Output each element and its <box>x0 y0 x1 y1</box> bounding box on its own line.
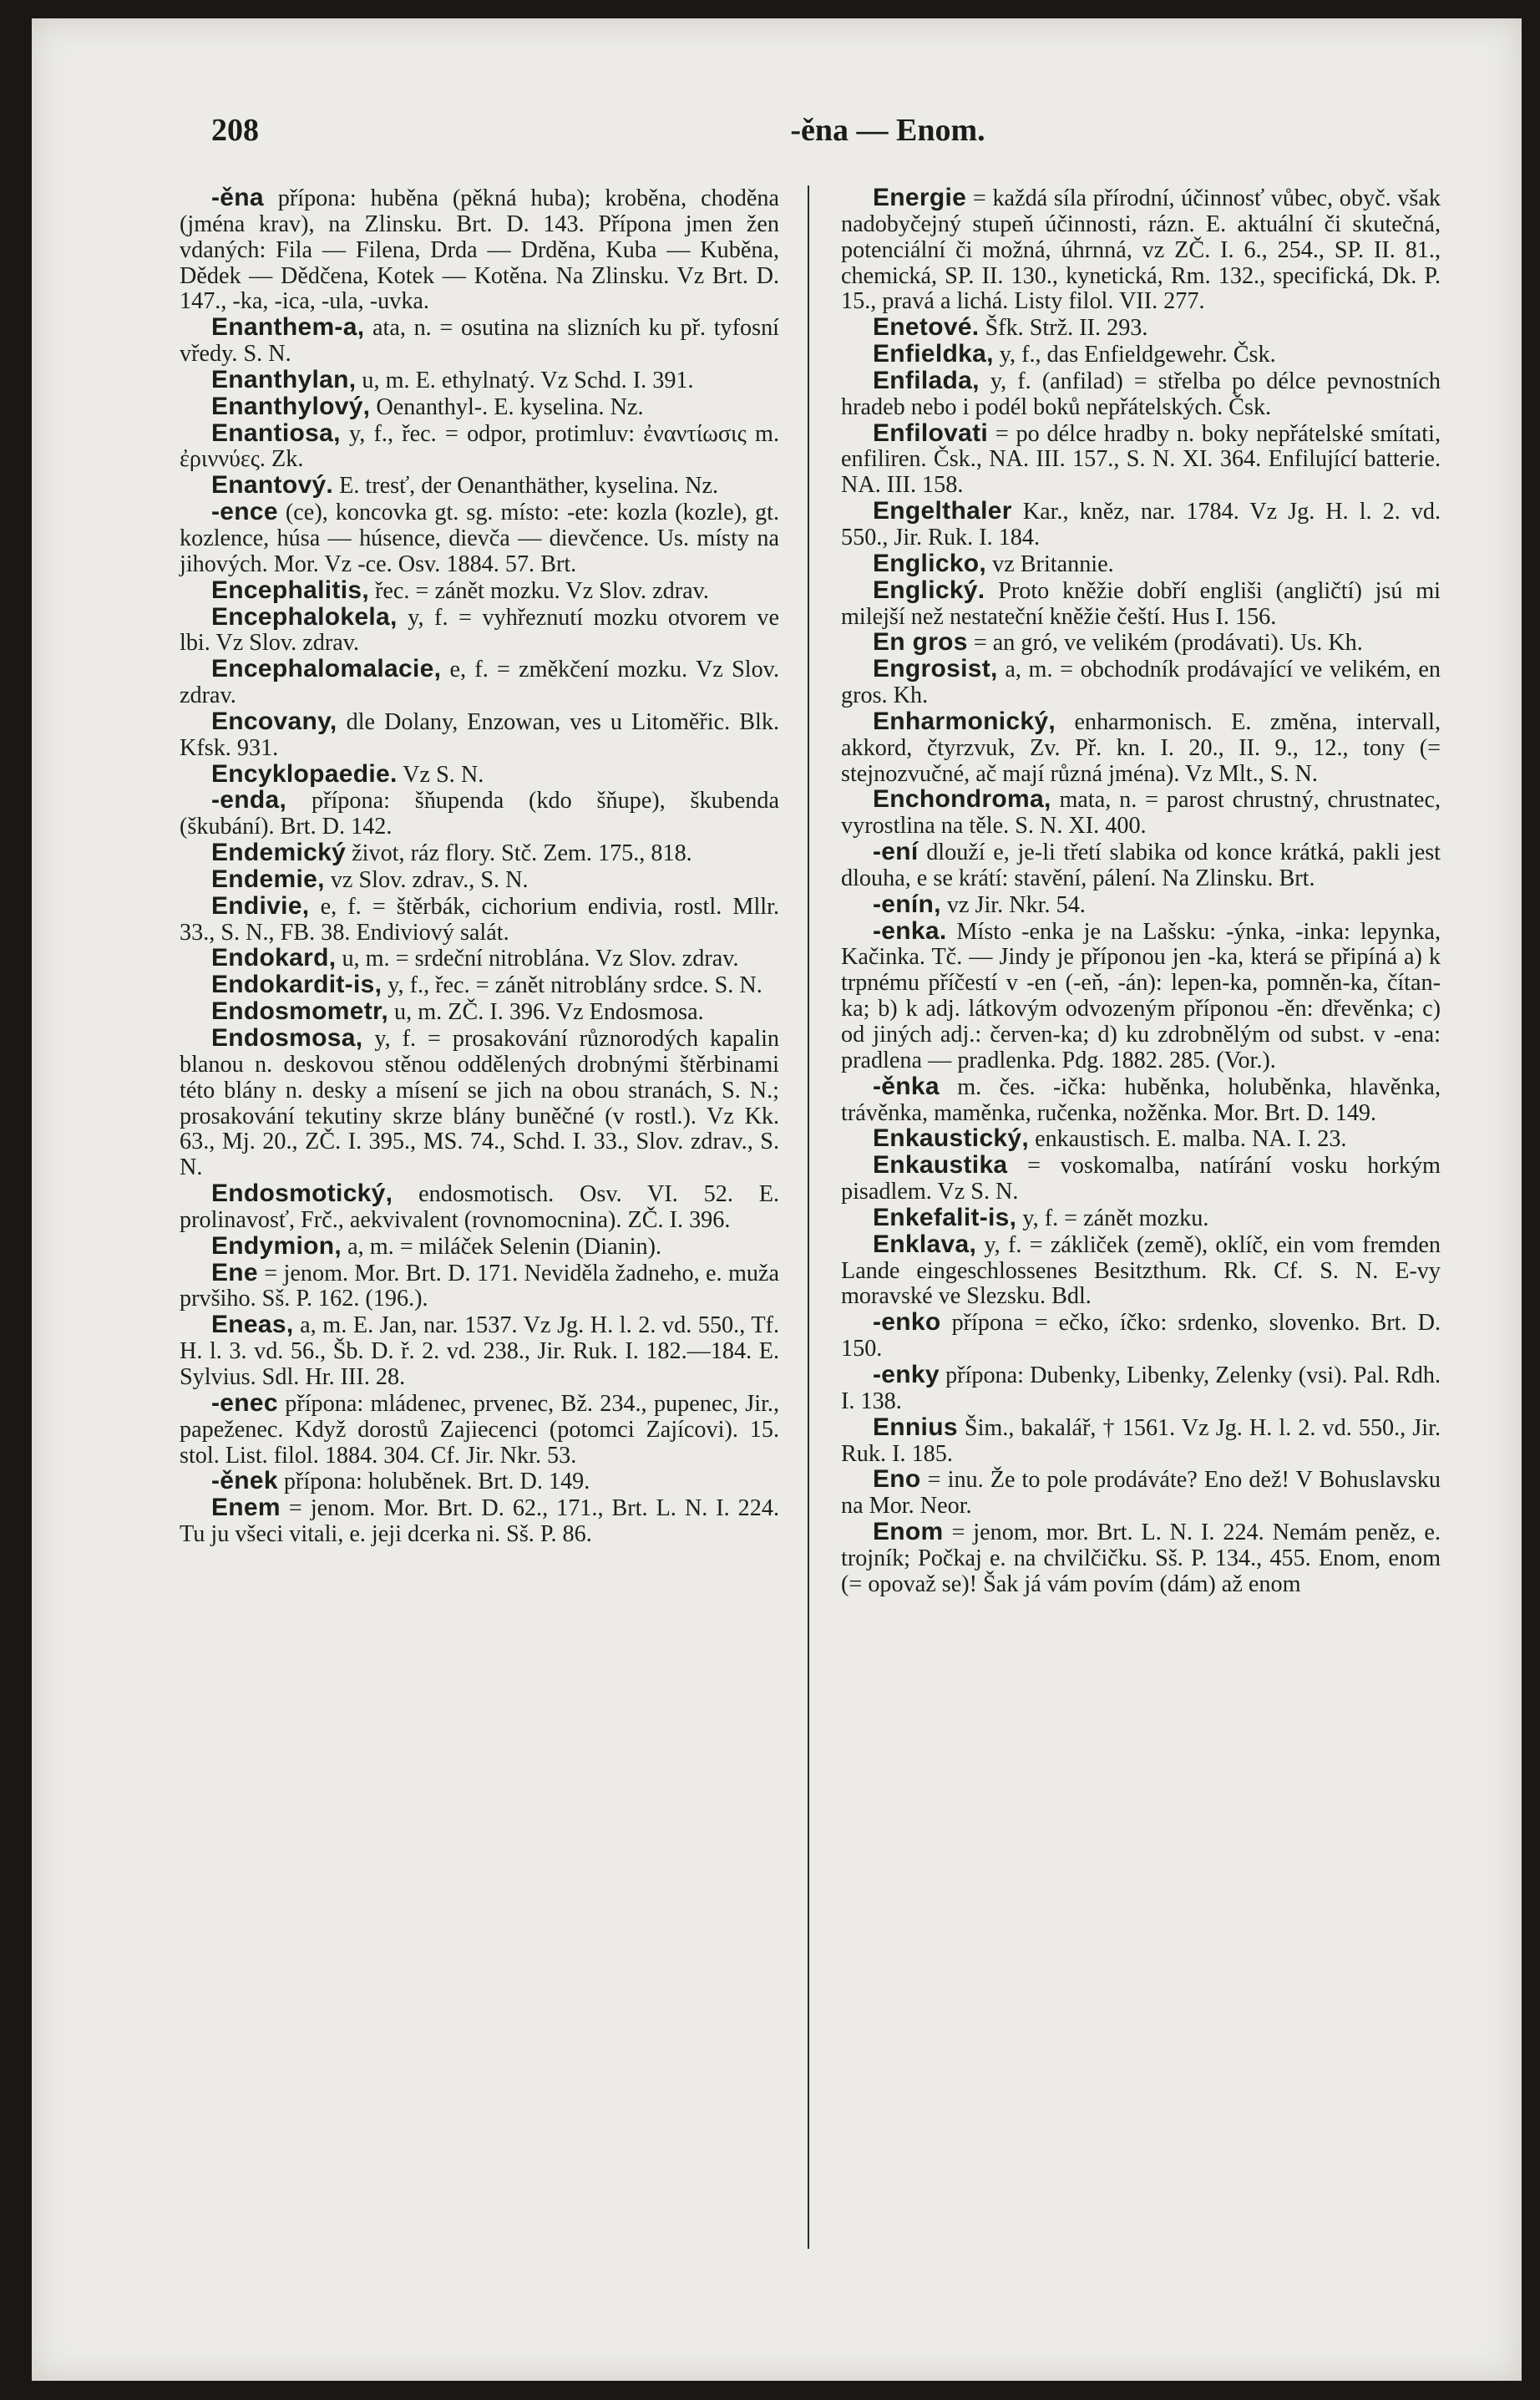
dictionary-entry <box>180 578 779 605</box>
entry-headword: Eneas, <box>211 1311 294 1339</box>
entry-headword: Ennius <box>873 1413 958 1441</box>
entry-definition: u, m. E. ethylnatý. Vz Schd. I. 391. <box>362 367 694 393</box>
dictionary-entry <box>841 1415 1441 1468</box>
dictionary-entry <box>841 499 1441 551</box>
entry-definition: a, m. = obchodník prodávající ve velikém, en gros. Kh. <box>841 657 1441 709</box>
entry-definition: přípona: šňupenda (kdo šňupe), škubenda (škubání). Brt. D. 142. <box>180 788 780 840</box>
dictionary-entry <box>841 342 1441 368</box>
entry-headword: Enkaustický, <box>873 1124 1030 1153</box>
entry-definition: vz Slov. zdrav., S. N. <box>330 866 529 893</box>
entry-definition: enharmonisch. E. změna, intervall, akkord, čtyrzvuk, Zv. Př. kn. I. 20., II. 9., 12., tony (= stejnozvučné, ač mají různá jména). Vz Mlt., S. N. <box>841 708 1441 787</box>
dictionary-entry <box>180 1231 779 1261</box>
entry-headword: Encephalitis, <box>211 576 369 604</box>
entry-headword: Enfilada, <box>873 366 980 394</box>
entry-definition: y, f., řec. = odpor, protimluv: ἐναντίωσις m. ἐριννύες. Zk. <box>180 420 779 473</box>
dictionary-entry <box>180 891 780 946</box>
entry-headword: Encephalomalacie, <box>211 655 442 683</box>
dictionary-entry <box>841 551 1441 578</box>
entry-headword: Enfilovati <box>873 419 989 447</box>
entry-definition: e, f. = štěrbák, cichorium endivia, rostl. Mllr. 33., S. N., FB. 38. Endiviový salát. <box>180 893 780 946</box>
entry-headword: Enanthem-a, <box>211 313 365 342</box>
entry-definition: Oenanthyl-. E. kyselina. Nz. <box>376 393 644 420</box>
dictionary-entry <box>841 1205 1441 1232</box>
entry-definition: y, f. = zákliček (země), oklíč, ein vom fremden Lande eingeschlossenes Besitzthum. Rk. Cf. S. N. E-vy moravské ve Slezsku. Bdl. <box>841 1231 1441 1310</box>
entry-headword: -ěnek <box>211 1467 278 1495</box>
entry-headword: -enky <box>873 1360 940 1388</box>
entry-definition: endosmotisch. Osv. VI. 52. E. prolinavosť, Frč., aekvivalent (rovnomocnina). ZČ. I. 396. <box>180 1181 779 1233</box>
dictionary-entry <box>841 1362 1441 1415</box>
dictionary-entry <box>180 1258 779 1313</box>
entry-definition: = inu. Že to pole prodáváte? Eno dež! V Bohuslavsku na Mor. Neor. <box>841 1467 1441 1520</box>
entry-definition: život, ráz flory. Stč. Zem. 175., 818. <box>352 840 692 867</box>
dictionary-entry <box>180 840 779 867</box>
dictionary-entry <box>180 1469 779 1495</box>
entry-headword: Enklava, <box>873 1230 977 1258</box>
entry-definition: přípona: Dubenky, Libenky, Zelenky (vsi). Pal. Rdh. I. 138. <box>841 1362 1441 1414</box>
entry-headword: Endosmometr, <box>211 997 388 1026</box>
entry-definition: ata, n. = osutina na slizních ku př. tyfosní vředy. S. N. <box>180 315 780 368</box>
entry-headword: Endemický <box>211 839 347 867</box>
dictionary-entry <box>180 365 779 394</box>
entry-definition: y, f. = prosakování různorodých kapalin blanou n. deskovou stěnou oddělených drobnými štěrbinami této blány n. desky a mísení se jich na obou stranách, S. N.; prosakování tekutiny skrze blány buněčné (v rostl.). Vz Kk. 63., Mj. 20., ZČ. I. 395., MS. 74., Schd. I. 33., Slov. zdrav., S. N. <box>180 1026 779 1181</box>
entry-headword: Energie <box>873 184 967 211</box>
entry-headword: Ene <box>211 1258 258 1286</box>
entry-definition: E. tresť, der Oenanthäther, kyselina. Nz. <box>339 473 719 500</box>
entry-headword: Engrosist, <box>873 655 998 683</box>
entry-definition: y, f., řec. = zánět nitroblány srdce. S. N. <box>388 972 762 999</box>
entry-definition: = an gró, ve velikém (prodávati). Us. Kh. <box>973 630 1363 657</box>
dictionary-entry <box>180 972 779 999</box>
entry-definition: y, f. (anfilad) = střelba po délce pevnostních hradeb nebo i podél boků nepřátelských. Čsk. <box>841 368 1441 420</box>
entry-headword: Endokardit-is, <box>211 971 382 999</box>
entry-headword: Endivie, <box>211 891 310 920</box>
entry-definition: = každá síla přírodní, účinnosť vůbec, obyč. však nadobyčejný stupeň účinnosti, rázn. E. aktuální či skutečná, potenciální či možná, úhrnná, vz ZČ. I. 6., 254., SP. II. 81., chemická, SP. II. 130., kynetická, Rm. 132., specifická, Dk. P. 15., pravá a lichá. Listy filol. VII. 277. <box>841 185 1441 315</box>
entry-headword: Endosmotický, <box>211 1180 393 1208</box>
entry-definition: přípona: holuběnek. Brt. D. 149. <box>283 1469 590 1495</box>
entry-headword: En gros <box>873 628 968 657</box>
entry-definition: y, f., das Enfieldgewehr. Čsk. <box>999 342 1276 368</box>
entry-headword: -enda, <box>211 786 287 814</box>
dictionary-entry <box>841 916 1441 1074</box>
entry-headword: -enko <box>873 1308 941 1337</box>
left-column <box>180 185 779 1548</box>
dictionary-entry <box>841 315 1441 342</box>
dictionary-entry <box>180 867 779 894</box>
entry-definition: mata, n. = parost chrustný, chrustnatec, vyrostlina na těle. S. N. XI. 400. <box>841 787 1441 840</box>
entry-definition: y, f. = zánět mozku. <box>1022 1205 1209 1231</box>
entry-headword: -enka. <box>873 916 947 945</box>
entry-definition: přípona = ečko, íčko: srdenko, slovenko. Brt. D. 150. <box>841 1310 1441 1362</box>
dictionary-entry <box>841 787 1441 840</box>
dictionary-entry <box>180 500 779 578</box>
dictionary-entry <box>180 185 779 315</box>
running-head <box>211 112 1472 154</box>
entry-definition: Šfk. Strž. II. 293. <box>985 315 1148 342</box>
entry-headword: Eno <box>873 1465 921 1494</box>
entry-definition: Vz S. N. <box>403 761 484 788</box>
entry-headword: Endokard, <box>211 944 337 972</box>
entry-headword: -enín, <box>873 890 941 918</box>
right-column <box>841 185 1441 1598</box>
dictionary-entry <box>180 421 779 474</box>
entry-definition: dlouží e, je-li třetí slabika od konce krátká, pakli jest dlouha, e se krátí: stavění, pálení. Na Zlinsku. Brt. <box>841 840 1441 891</box>
entry-definition: vz Jir. Nkr. 54. <box>946 891 1086 918</box>
entry-definition: u, m. ZČ. I. 396. Vz Endosmosa. <box>394 999 704 1026</box>
entry-headword: Enkefalit-is, <box>873 1203 1017 1231</box>
entry-headword: Enharmonický, <box>873 707 1056 735</box>
page-number: 208 <box>211 113 259 148</box>
dictionary-entry <box>180 394 779 421</box>
entry-definition: Místo -enka je na Lašsku: -ýnka, -inka: lepynka, Kačinka. Tč. — Jindy je příponou jen -ka, která se připíná a) k trpnému příčestí v -en (-eň, -án): lepen-ka, pomněn-ka, čítan-ka; b) k adj. látkovým odvozeným příponou -ěn: dřevěnka; c) od jiných adj.: červen-ka; d) ku zdrobnělým od subst. v -ena: pradlena — pradlenka. Pdg. 1882. 285. (Vor.). <box>841 918 1441 1073</box>
entry-definition: a, m. = miláček Selenin (Dianin). <box>347 1233 662 1260</box>
dictionary-entry <box>841 1520 1441 1598</box>
dictionary-entry <box>841 421 1441 500</box>
entry-definition: a, m. E. Jan, nar. 1537. Vz Jg. H. l. 2. vd. 550., Tf. H. l. 3. vd. 56., Šb. D. ř. 2. vd. 238., Jir. Ruk. I. 182.—184. E. Sylvius. Sdl. Hr. III. 28. <box>180 1312 779 1390</box>
entry-definition: = jenom. Mor. Brt. D. 62., 171., Brt. L. N. I. 224. Tu ju všeci vitali, e. jeji dcerka ni. Sš. P. 86. <box>180 1495 780 1548</box>
dictionary-entry <box>180 709 779 762</box>
entry-headword: -enec <box>211 1388 278 1417</box>
dictionary-entry <box>841 578 1441 631</box>
entry-headword: Encovany, <box>211 707 337 735</box>
dictionary-entry <box>180 473 779 500</box>
entry-definition: e, f. = změkčení mozku. Vz Slov. zdrav. <box>180 657 779 709</box>
dictionary-entry <box>841 1467 1441 1520</box>
entry-headword: Englický. <box>873 576 985 604</box>
entry-definition: vz Britannie. <box>992 551 1114 577</box>
entry-definition: = jenom, mor. Brt. L. N. I. 224. Nemám peněz, e. trojník; Počkaj e. na chvilčičku. Sš. P. 134., 455. Enom, enom (= opovaž se)! Šak já vám povím (dám) až enom <box>841 1520 1441 1597</box>
entry-headword: -ěna <box>211 184 264 211</box>
header-title: -ěna — Enom. <box>790 113 985 148</box>
entry-headword: Englicko, <box>873 549 987 577</box>
dictionary-entry <box>180 315 779 368</box>
entry-definition: enkaustisch. E. malba. NA. I. 23. <box>1035 1126 1347 1153</box>
entry-definition: m. čes. -ička: huběnka, holuběnka, hlavěnka, trávěnka, maměnka, ručenka, nožěnka. Mor. Brt. D. 149. <box>841 1073 1441 1126</box>
entry-definition: Šim., bakalář, † 1561. Vz Jg. H. l. 2. vd. 550., Jir. Ruk. I. 185. <box>841 1414 1441 1467</box>
entry-headword: Encephalokela, <box>211 602 398 631</box>
entry-headword: Engelthaler <box>873 497 1012 525</box>
entry-definition: dle Dolany, Enzowan, ves u Litoměřic. Blk. Kfsk. 931. <box>180 708 780 761</box>
entry-definition: přípona: mládenec, prvenec, Bž. 234., pupenec, Jir., papeženec. Když dorostů Zajiecenci (potomci Zajícovi). 15. stol. List. filol. 1884. 304. Cf. Jir. Nkr. 53. <box>180 1390 779 1469</box>
dictionary-entry <box>841 368 1441 421</box>
column-divider <box>808 185 809 2249</box>
entry-definition: (ce), koncovka gt. sg. místo: -ete: kozla (kozle), gt. kozlence, húsa — húsence, dievča — dievčence. Us. místy na jihových. Mor. Vz -ce. Osv. 1884. 57. Brt. <box>180 500 780 577</box>
entry-headword: Enfieldka, <box>873 340 994 368</box>
dictionary-entry <box>180 1388 779 1469</box>
entry-definition: řec. = zánět mozku. Vz Slov. zdrav. <box>375 577 709 604</box>
dictionary-entry <box>180 602 779 657</box>
entry-headword: Enanthylan, <box>211 365 357 393</box>
entry-headword: Enem <box>211 1494 281 1522</box>
dictionary-entry <box>841 1310 1441 1362</box>
dictionary-entry <box>180 1026 779 1181</box>
dictionary-entry <box>841 185 1441 315</box>
dictionary-entry <box>841 1232 1441 1311</box>
dictionary-entry <box>180 1181 779 1234</box>
entry-headword: Enantiosa, <box>211 419 341 447</box>
dictionary-entry <box>180 788 779 840</box>
entry-headword: Enetové. <box>873 313 980 342</box>
dictionary-entry <box>841 1074 1441 1127</box>
dictionary-entry <box>180 999 779 1026</box>
dictionary-entry <box>841 840 1441 892</box>
entry-headword: Enom <box>873 1518 944 1546</box>
entry-definition: přípona: huběna (pěkná huba); kroběna, choděna (jména krav), na Zlinsku. Brt. D. 143. Přípona jmen žen vdaných: Fila — Filena, Drda — Drděna, Kuba — Kuběna, Dědek — Dědčena, Kotek — Kotěna. Na Zlinsku. Vz Brt. D. 147., -ka, -ica, -ula, -uvka. <box>180 185 779 315</box>
dictionary-entry <box>180 1495 779 1548</box>
entry-headword: Enanthylový, <box>211 392 371 420</box>
entry-headword: Enkaustika <box>873 1151 1008 1180</box>
dictionary-entry <box>841 630 1441 657</box>
dictionary-entry <box>180 657 779 709</box>
entry-headword: Endemie, <box>211 865 325 893</box>
entry-headword: Enantový. <box>211 471 334 500</box>
entry-definition: y, f. = vyhřeznutí mozku otvorem ve lbi. Vz Slov. zdrav. <box>180 604 779 657</box>
entry-headword: Encyklopaedie. <box>211 759 398 788</box>
entry-definition: = jenom. Mor. Brt. D. 171. Neviděla žadneho, e. muža prvšiho. Sš. P. 162. (196.). <box>180 1260 779 1312</box>
entry-headword: Endymion, <box>211 1231 342 1260</box>
entry-headword: -ence <box>211 498 278 526</box>
dictionary-entry <box>841 892 1441 919</box>
entry-definition: = po délce hradby n. boky nepřátelské smítati, enfiliren. Čsk., NA. III. 157., S. N. XI. 364. Enfilující batterie. NA. III. 158. <box>841 420 1441 499</box>
entry-headword: -ěnka <box>873 1072 940 1100</box>
entry-headword: Endosmosa, <box>211 1024 363 1052</box>
entry-definition: Proto kněžie dobří engliši (angličtí) jsú mi milejší než nestateční kněžie čeští. Hus I. 156. <box>841 577 1441 630</box>
entry-definition: = voskomalba, natírání vosku horkým pisadlem. Vz S. N. <box>841 1153 1441 1205</box>
entry-headword: -ení <box>873 838 919 866</box>
dictionary-entry <box>841 709 1441 788</box>
dictionary-entry <box>180 946 779 972</box>
entry-definition: u, m. = srdeční nitroblána. Vz Slov. zdrav. <box>342 946 739 972</box>
dictionary-entry <box>180 1312 779 1391</box>
dictionary-entry <box>841 657 1441 709</box>
entry-headword: Enchondroma, <box>873 785 1051 814</box>
dictionary-entry <box>180 759 779 789</box>
dictionary-entry <box>841 1153 1441 1205</box>
dictionary-entry <box>841 1126 1441 1153</box>
entry-definition: Kar., kněz, nar. 1784. Vz Jg. H. l. 2. vd. 550., Jir. Ruk. I. 184. <box>841 499 1441 551</box>
